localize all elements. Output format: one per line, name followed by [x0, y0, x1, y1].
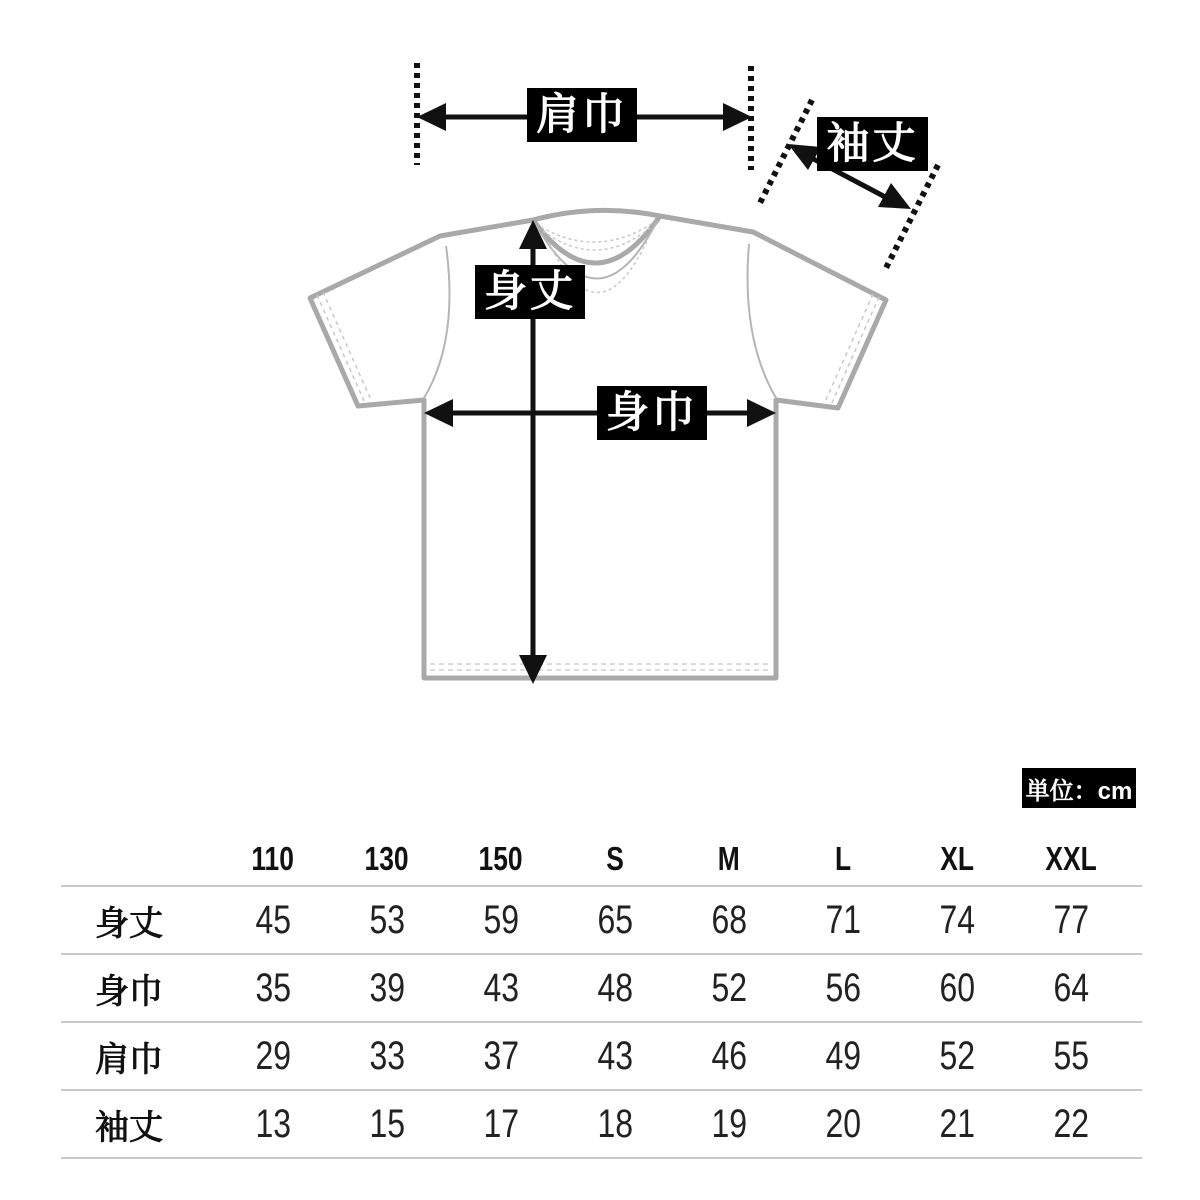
arrowhead-left-icon	[417, 103, 446, 131]
size-value: 56	[825, 965, 861, 1010]
table-row-shoulder-width	[61, 1021, 1142, 1089]
size-value: 29	[255, 1033, 291, 1078]
size-value: 59	[483, 897, 519, 942]
size-value: 19	[711, 1101, 747, 1146]
tshirt-outline	[310, 210, 886, 678]
unit-badge	[1022, 768, 1136, 808]
size-value: 74	[939, 897, 975, 942]
size-table	[61, 832, 1142, 1159]
body-width-tag	[597, 386, 707, 440]
size-value: 52	[939, 1033, 975, 1078]
size-value: 39	[369, 965, 405, 1010]
guide-line-sleeve-bottom	[886, 165, 938, 268]
size-value: 21	[939, 1101, 975, 1146]
arrowhead-right-icon	[723, 103, 752, 131]
table-row-sleeve-length	[61, 1089, 1142, 1159]
body-length-tag-text: 身丈	[484, 267, 576, 316]
size-column-header: L	[834, 839, 852, 877]
size-table-header-row	[61, 832, 1142, 885]
size-value: 20	[825, 1101, 861, 1146]
size-value: 53	[369, 897, 405, 942]
size-column-header: 130	[364, 839, 410, 877]
table-row-body-length	[61, 885, 1142, 953]
size-column-header: M	[718, 839, 740, 877]
size-value: 68	[711, 897, 747, 942]
size-value: 55	[1053, 1033, 1089, 1078]
size-value: 18	[597, 1101, 633, 1146]
unit-badge-text: 単位：cm	[1025, 777, 1133, 805]
size-value: 15	[369, 1101, 405, 1146]
body-width-tag-text: 身巾	[606, 388, 698, 437]
size-value: 35	[255, 965, 291, 1010]
size-value: 49	[825, 1033, 861, 1078]
sleeve-length-tag-text: 袖丈	[826, 119, 919, 168]
row-label: 袖丈	[95, 1108, 163, 1147]
size-value: 22	[1053, 1101, 1089, 1146]
tshirt-illustration	[310, 210, 886, 678]
size-value: 43	[597, 1033, 633, 1078]
size-value: 52	[711, 965, 747, 1010]
size-value: 65	[597, 897, 633, 942]
size-value: 71	[825, 897, 861, 942]
size-value: 77	[1053, 897, 1089, 942]
size-value: 17	[483, 1101, 519, 1146]
row-label: 身丈	[95, 904, 163, 943]
table-row-body-width	[61, 953, 1142, 1021]
size-column-header: 110	[251, 839, 295, 877]
size-column-header: XL	[940, 839, 974, 877]
size-column-header: 150	[478, 839, 524, 877]
body-length-tag	[475, 265, 585, 319]
sleeve-length-tag	[817, 117, 928, 171]
size-value: 43	[483, 965, 519, 1010]
size-value: 45	[255, 897, 291, 942]
shoulder-width-tag-text: 肩巾	[536, 90, 628, 139]
size-value: 37	[483, 1033, 519, 1078]
size-value: 48	[597, 965, 633, 1010]
size-value: 60	[939, 965, 975, 1010]
row-label: 身巾	[95, 972, 163, 1011]
shoulder-width-tag	[527, 88, 637, 142]
size-column-header: XXL	[1045, 839, 1097, 877]
size-value: 46	[711, 1033, 747, 1078]
size-value: 13	[255, 1101, 291, 1146]
size-column-header: S	[606, 839, 624, 877]
size-value: 64	[1053, 965, 1089, 1010]
size-value: 33	[369, 1033, 405, 1078]
row-label: 肩巾	[95, 1040, 163, 1079]
